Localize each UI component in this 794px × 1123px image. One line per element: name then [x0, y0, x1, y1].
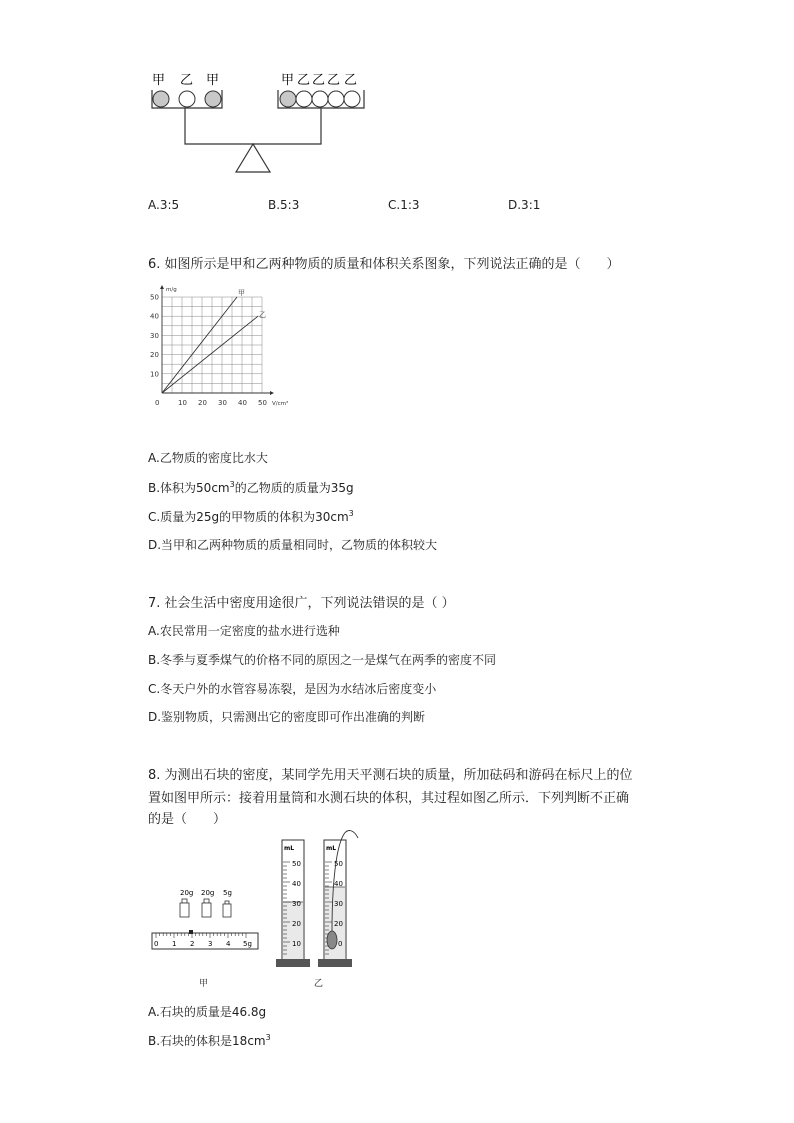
scale-tick-5g: 5g [243, 940, 252, 948]
x-tick-label: 20 [198, 399, 207, 407]
q6-option-b-text: B.体积为50cm [148, 481, 230, 495]
chart-grid [162, 297, 262, 393]
ball-yi [344, 91, 360, 107]
y-tick-label: 10 [150, 370, 159, 379]
balance-left-label-2: 乙 [180, 73, 194, 88]
scale-tick-3: 3 [208, 940, 213, 948]
measuring-cylinder-2 [318, 831, 358, 967]
option-d[interactable]: D.3:1 [508, 198, 541, 212]
x-tick-label: 40 [238, 399, 247, 407]
balance-right-label-4: 乙 [327, 73, 341, 88]
q6-option-c[interactable] [148, 508, 354, 525]
cylinder2-tick-30: 30 [334, 900, 343, 908]
question-8-stem-line-2: 置如图甲所示：接着用量筒和水测石块的体积，其过程如图乙所示．下列判断不正确 [148, 791, 630, 806]
ball-yi [328, 91, 344, 107]
q8-option-b-text: B.石块的体积是18cm [148, 1034, 266, 1048]
q6-option-a-text: A.乙物质的密度比水大 [148, 451, 268, 465]
weight-20g [180, 899, 189, 917]
q7-option-d[interactable]: D.鉴别物质，只需测出它的密度即可作出准确的判断 [148, 710, 426, 724]
ball-jia [205, 91, 221, 107]
chart-axes [160, 285, 274, 395]
question-6-stem: 6. 如图所示是甲和乙两种物质的质量和体积关系图象，下列说法正确的是（ ） [148, 257, 620, 272]
mass-volume-chart [145, 283, 295, 411]
ball-yi [312, 91, 328, 107]
series-label-yi: 乙 [259, 311, 266, 320]
q6-option-d[interactable] [148, 536, 437, 553]
y-tick-label: 20 [150, 351, 159, 360]
question-8-stem-line-1: 8. 为测出石块的密度，某同学先用天平测石块的质量，所加砝码和游码在标尺上的位 [148, 768, 633, 783]
ball-jia [153, 91, 169, 107]
q8-option-a-text: A.石块的质量是46.8g [148, 1005, 267, 1019]
option-b[interactable]: B.5:3 [268, 198, 300, 212]
cylinder2-tick-40: 40 [334, 880, 343, 888]
question-7-stem: 7. 社会生活中密度用途很广，下列说法错误的是（ ） [148, 596, 455, 611]
weight-5g [223, 901, 231, 917]
cylinder1-tick-50: 50 [292, 860, 301, 868]
q7-option-c[interactable]: C.冬天户外的水管容易冻裂，是因为水结冰后密度变小 [148, 682, 437, 696]
superscript: 3 [348, 509, 354, 518]
stone [327, 931, 337, 949]
cylinder2-tick-50: 50 [334, 860, 343, 868]
scale-tick-4: 4 [226, 940, 231, 948]
cylinder1-tick-40: 40 [292, 880, 301, 888]
scale-tick-0: 0 [154, 940, 159, 948]
cylinder1-unit: mL [284, 845, 295, 852]
option-a[interactable]: A.3:5 [148, 198, 180, 212]
q7-option-a[interactable]: A.农民常用一定密度的盐水进行选种 [148, 624, 340, 638]
cylinder2-tick-0: 0 [338, 940, 343, 948]
ball-jia [280, 91, 296, 107]
q6-option-d-text: D.当甲和乙两种物质的质量相同时，乙物质的体积较大 [148, 538, 438, 552]
x-tick-label: 0 [155, 399, 160, 407]
q6-option-b-text-2: 的乙物质的质量为35g [234, 481, 354, 495]
balance-right-label-1: 甲 [281, 73, 295, 88]
balance-right-label-2: 乙 [297, 73, 311, 88]
q8-option-a[interactable] [148, 1003, 266, 1020]
q6-option-a[interactable] [148, 449, 268, 466]
measuring-cylinders-figure [272, 830, 364, 970]
cylinder1-tick-10: 10 [292, 940, 301, 948]
q6-option-c-text: C.质量为25g的甲物质的体积为30cm [148, 510, 349, 524]
y-axis-label: m/g [166, 287, 177, 293]
superscript: 3 [265, 1033, 271, 1042]
rider-marker [189, 930, 193, 934]
q6-option-b[interactable] [148, 479, 354, 496]
y-tick-label: 50 [150, 293, 159, 302]
cylinder1-tick-20: 20 [292, 920, 301, 928]
balance-right-label-5: 乙 [344, 73, 358, 88]
series-label-jia: 甲 [238, 289, 245, 297]
cylinder2-tick-20: 20 [334, 920, 343, 928]
ball-yi [179, 91, 195, 107]
x-tick-label: 30 [218, 399, 227, 407]
weight-label-5g: 5g [223, 889, 232, 897]
x-tick-label: 50 [258, 399, 267, 407]
balance-diagram [140, 66, 380, 178]
weights-scale-figure [148, 885, 266, 955]
y-tick-label: 40 [150, 312, 159, 321]
ball-yi [296, 91, 312, 107]
option-c[interactable]: C.1:3 [388, 198, 420, 212]
measuring-cylinder-1 [276, 840, 310, 967]
balance-left-label-1: 甲 [152, 73, 166, 88]
balance-left-label-3: 甲 [206, 73, 220, 88]
superscript: 3 [229, 480, 235, 489]
y-tick-label: 30 [150, 331, 159, 340]
fulcrum-triangle [236, 144, 270, 172]
balance-right-label-3: 乙 [312, 73, 326, 88]
weight-label-20g: 20g [180, 889, 194, 897]
scale-tick-2: 2 [190, 940, 195, 948]
question-8-stem-line-3: 的是（ ） [148, 812, 227, 827]
q7-option-b[interactable]: B.冬季与夏季煤气的价格不同的原因之一是煤气在两季的密度不同 [148, 653, 497, 667]
x-tick-label: 10 [178, 399, 187, 407]
cylinder1-tick-30: 30 [292, 900, 301, 908]
q8-option-b[interactable] [148, 1032, 271, 1049]
cylinder2-unit: mL [326, 845, 337, 852]
figure-label-jia: 甲 [199, 979, 209, 989]
scale-tick-1: 1 [172, 940, 177, 948]
weight-20g [202, 899, 211, 917]
x-axis-arrow [270, 391, 274, 395]
x-axis-label: V/cm³ [272, 401, 289, 407]
weight-label-20g: 20g [201, 889, 215, 897]
y-axis-arrow [160, 285, 164, 289]
figure-label-yi: 乙 [314, 979, 324, 989]
